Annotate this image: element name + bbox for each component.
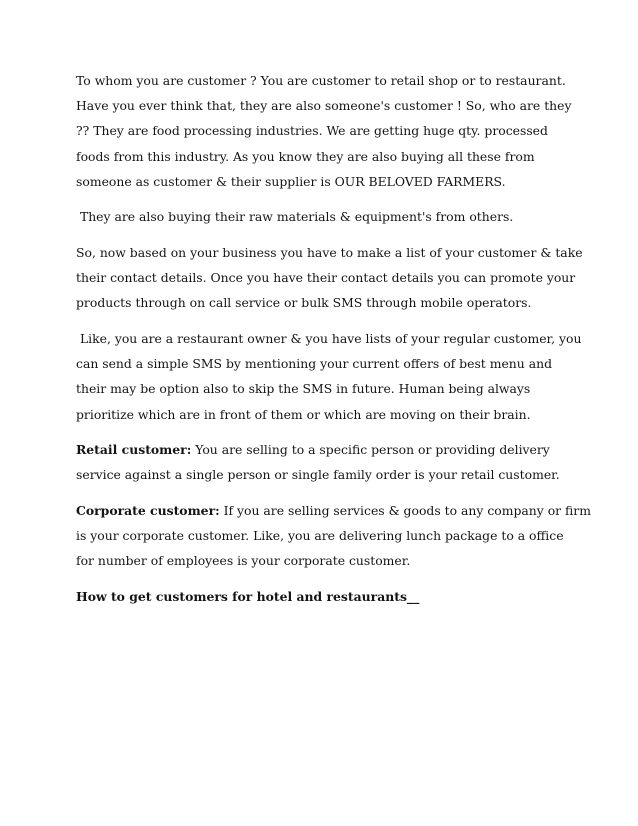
text-line: To whom you are customer ? You are customer to retail shop or to restaurant. (76, 73, 566, 88)
definition-text: You are selling to a specific person or providing delivery (191, 442, 550, 458)
paragraph-intro (76, 68, 576, 194)
text-line: their may be option also to skip the SMS in future. Human being always (76, 381, 531, 397)
text-line: prioritize which are in front of them or which are moving on their brain. (76, 406, 531, 422)
section-heading: How to get customers for hotel and restaurants__ (76, 589, 420, 604)
paragraph-customer-list (76, 240, 583, 316)
paragraph-restaurant-example (76, 326, 582, 427)
text-line: their contact details. Once you have their contact details you can promote your (76, 270, 576, 286)
text-line: They are also buying their raw materials & equipment's from others. (76, 209, 514, 225)
text-line: service against a single person or single family order is your retail customer. (76, 467, 560, 483)
text-line (76, 437, 576, 462)
text-line: ?? They are food processing industries. We are getting huge qty. processed (76, 123, 548, 139)
text-line: for number of employees is your corporate customer. (76, 553, 411, 569)
text-line: is your corporate customer. Like, you are delivering lunch package to a office (76, 528, 564, 544)
definition-text: If you are selling services & goods to any company or firm (219, 503, 591, 518)
text-line: Have you ever think that, they are also someone's customer ! So, who are they (76, 98, 572, 114)
text-line: someone as customer & their supplier is OUR BELOVED FARMERS. (76, 173, 506, 189)
paragraph-corporate-customer (76, 498, 591, 574)
text-line: foods from this industry. As you know they are also buying all these from (76, 148, 535, 164)
term-corporate-customer: Corporate customer: (76, 503, 220, 518)
text-line: products through on call service or bulk SMS through mobile operators. (76, 295, 532, 311)
text-line: Like, you are a restaurant owner & you have lists of your regular customer, you (76, 331, 582, 346)
text-line: can send a simple SMS by mentioning your current offers of best menu and (76, 356, 552, 372)
document-body (76, 68, 591, 609)
text-line (76, 498, 591, 523)
paragraph-raw-materials (76, 204, 576, 229)
paragraph-retail-customer (76, 437, 576, 487)
term-retail-customer: Retail customer: (76, 442, 192, 458)
text-line: So, now based on your business you have to make a list of your customer & take (76, 245, 583, 260)
